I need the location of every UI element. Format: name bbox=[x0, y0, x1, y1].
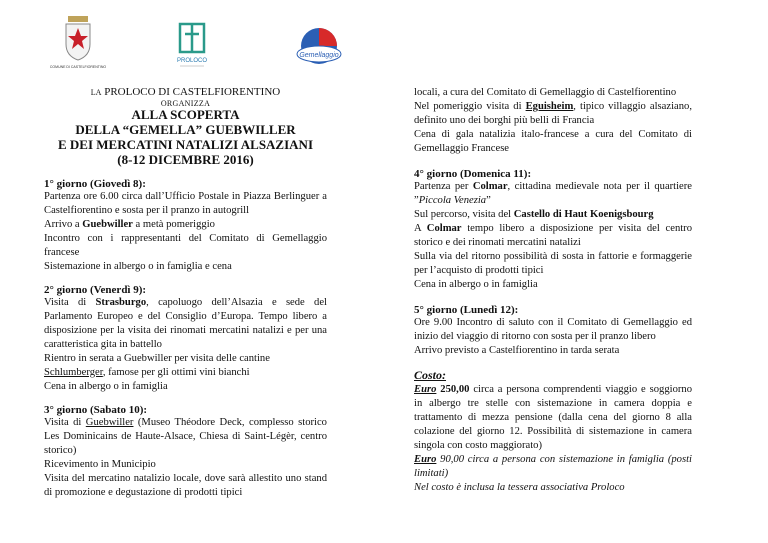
organizer-verb: ORGANIZZA bbox=[160, 98, 211, 108]
logo-bar bbox=[0, 14, 768, 76]
cost-section bbox=[414, 368, 692, 495]
gemellaggio-logo bbox=[294, 24, 344, 70]
comune-crest-logo bbox=[49, 14, 107, 74]
cost-title: Costo: bbox=[414, 368, 447, 382]
day1-departure: Partenza ore 6.00 circa dall’Ufficio Postale in Piazza Berlinguer a Castelfiorentino e sosta per il pranzo in autogrill bbox=[44, 190, 327, 216]
title-line-3: E DEI MERCATINI NATALIZI ALSAZIANI bbox=[58, 136, 313, 152]
svg-text:COMUNE DI CASTELFIORENTINO: COMUNE DI CASTELFIORENTINO bbox=[49, 65, 107, 69]
proloco-logo bbox=[172, 20, 212, 70]
cost-standard: Euro 250,00 circa a persona comprendenti viaggio e soggiorno in albergo tre stelle con sistemazione in camera doppia e trattamento di mezza pensione (dalla cena del giorno 8 alla colazione del giorno 12. Possibilità di sistemazione in camera singola con costo maggiorato) bbox=[414, 384, 692, 451]
title-line-1: ALLA SCOPERTA bbox=[131, 106, 240, 122]
cost-family: Euro 90,00 circa a persona con sistemazione in famiglia (posti limitati) bbox=[414, 454, 692, 479]
day3-reception: Ricevimento in Municipio bbox=[44, 458, 156, 470]
svg-text:PROLOCO: PROLOCO bbox=[176, 58, 208, 64]
day3-continued: locali, a cura del Comitato di Gemellaggio di Castelfiorentino bbox=[414, 87, 677, 98]
header bbox=[44, 86, 327, 168]
organizer-line: LA PROLOCO DI CASTELFIORENTINO bbox=[90, 86, 281, 98]
day2-dinner: Cena in albergo o in famiglia bbox=[44, 380, 168, 392]
day4-castle: Sul percorso, visita del Castello di Haut Koenigsbourg bbox=[414, 209, 654, 220]
day5-arrival: Arrivo previsto a Castelfiorentino in tarda serata bbox=[414, 345, 620, 356]
day5-farewell: Ore 9.00 Incontro di saluto con il Comitato di Gemellaggio ed inizio del viaggio di ritorno con sosta per il pranzo libero bbox=[414, 317, 692, 342]
day3-title: 3° giorno (Sabato 10): bbox=[44, 403, 148, 416]
day1-meeting: Incontro con i rappresentanti del Comitato di Gemellaggio francese bbox=[44, 232, 327, 258]
day1-arrival: Arrivo a Guebwiller a metà pomeriggio bbox=[44, 218, 215, 230]
day2-visit: Visita di Strasburgo, capoluogo dell’Alsazia e sede del Parlamento Europeo e del Consiglio d’Europa. Tempo libero a disposizione per la visita dei rinomati mercatini natalizi e per una caratteristica gita in battello bbox=[44, 296, 327, 350]
day4-title: 4° giorno (Domenica 11): bbox=[414, 168, 532, 180]
day2-title: 2° giorno (Venerdì 9): bbox=[44, 283, 147, 296]
day3-gala: Cena di gala natalizia italo-francese a cura del Comitato di Gemellaggio Francese bbox=[414, 129, 692, 154]
right-column bbox=[414, 86, 692, 495]
day3-visit: Visita di Guebwiller (Museo Théodore Deck, complesso storico Les Dominicains de Haute-Alsace, Chiesa di Saint-Légèr, centro storico) bbox=[44, 416, 327, 456]
day2-return: Rientro in serata a Guebwiller per visita delle cantine Schlumberger, famose per gli ottimi vini bianchi bbox=[44, 352, 270, 378]
day4-return: Sulla via del ritorno possibilità di sosta in fattorie e formaggerie per l’acquisto di prodotti tipici bbox=[414, 251, 692, 276]
day3-market: Visita del mercatino natalizio locale, dove sarà allestito uno stand di promozione e degustazione di prodotti tipici bbox=[44, 472, 327, 498]
day5-title: 5° giorno (Lunedì 12): bbox=[414, 304, 519, 316]
day4-dinner: Cena in albergo o in famiglia bbox=[414, 279, 538, 290]
title-line-4: (8-12 DICEMBRE 2016) bbox=[117, 151, 254, 167]
day4-colmar: A Colmar tempo libero a disposizione per visita del centro storico e dei rinomati mercatini natalizi bbox=[414, 223, 693, 248]
day1-title: 1° giorno (Giovedì 8): bbox=[44, 177, 146, 190]
svg-text:Gemellaggio: Gemellaggio bbox=[299, 52, 339, 59]
left-column bbox=[44, 86, 327, 500]
day4-departure: Partenza per Colmar, cittadina medievale nota per il quartiere ”Piccola Venezia” bbox=[414, 181, 692, 206]
title-line-2: DELLA “GEMELLA” GUEBWILLER bbox=[75, 121, 296, 137]
cost-membership-note: Nel costo è inclusa la tessera associativa Proloco bbox=[414, 482, 625, 493]
day3-eguisheim: Nel pomeriggio visita di Eguisheim, tipico villaggio alsaziano, definito uno dei borghi più belli di Francia bbox=[414, 101, 692, 126]
day1-lodging: Sistemazione in albergo o in famiglia e cena bbox=[44, 260, 232, 272]
